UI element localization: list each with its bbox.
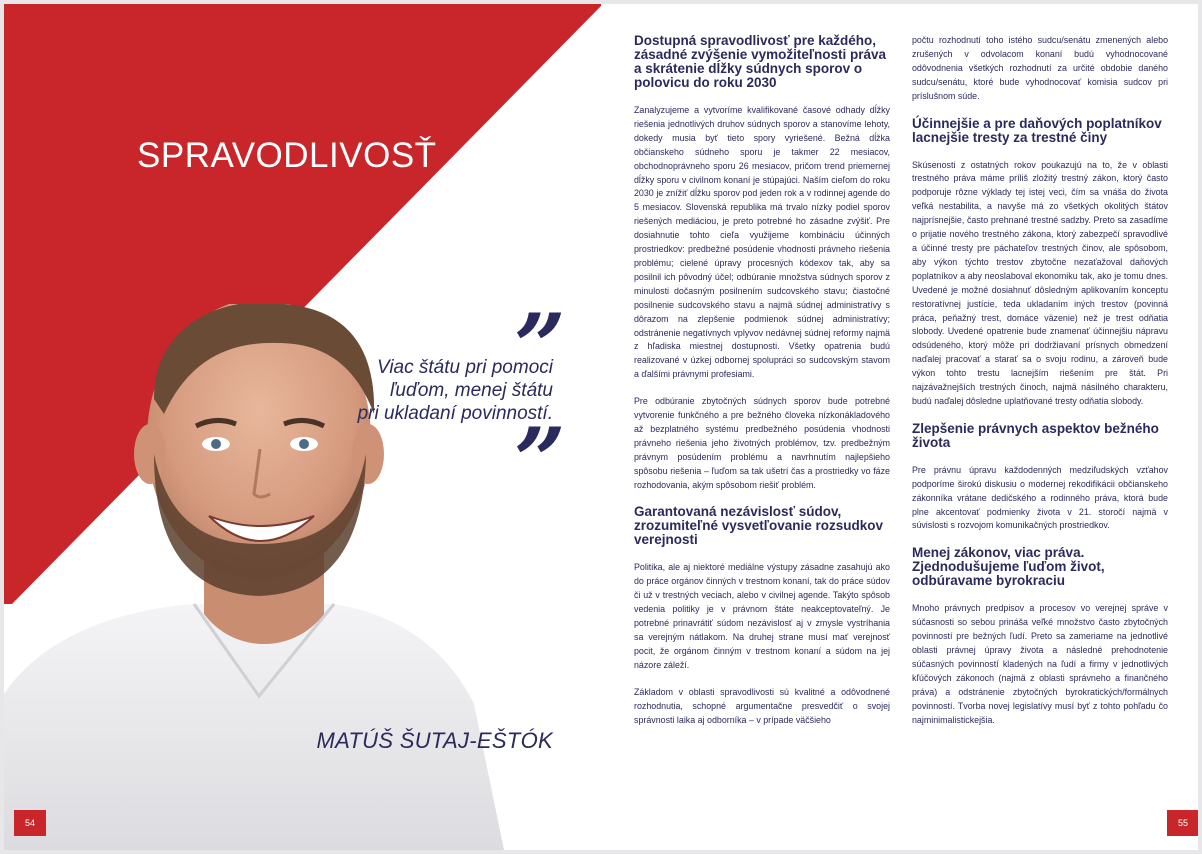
body-paragraph: Základom v oblasti spravodlivosti sú kvalitné a odôvodnené rozhodnutia, schopné argumentačne presvedčiť o svojej správnosti laika aj odborníka – v prípade väčšieho — [634, 686, 890, 725]
body-paragraph: Zanalyzujeme a vytvoríme kvalifikované časové odhady dĺžky riešenia jednotlivých druhov súdnych sporov a stanovíme lehoty, dokedy musia byť tieto spory vyriešené. Bežná dĺžka občianskeho súdneho sporu je takmer 22 mesiacov, obchodnoprávneho sporu 26 mesiacov, pričom trend priemernej dĺžky sporu v civilnom konaní je stúpajúci. Naším cieľom do roku 2030 je znížiť dĺžku sporov pod jeden rok a v rodinnej agende do 5 mesiacov. Slovenská republika má trvalo nízky podiel sporov riešených mediáciou, je preto potrebné ho zásadne zvýšiť. Pre dosiahnutie tohto cieľa využijeme kombináciu účinných prostriedkov: predbežné posúdenie vhodnosti právneho riešenia problému; cielené úpravy procesných kódexov tak, aby sa posilnil ich pôvodný účel; odbúranie množstva súdnych sporov z minulosti dočasným posilnením sudcovského stavu; čiastočné posilnenie sudcovského stavu a najmä súdnej administratívy s dôrazom na zlepšenie podmienok súdnej administratívy; odstránenie negatívnych vplyvov nedávnej súdnej reformy najmä z hľadiska miestnej dostupnosti. Všetky opatrenia budú realizované v úzkej odbornej spolupráci so sudcovským stavom a ďalšími právnymi profesiami. — [634, 105, 890, 380]
section-heading: Dostupná spravodlivosť pre každého, zásadné zvýšenie vymožiteľnosti práva a skrátenie dĺžky súdnych sporov o polovicu do roku 2030 — [634, 33, 887, 90]
author-name: MATÚŠ ŠUTAJ-EŠTÓK — [316, 728, 553, 753]
body-paragraph: Skúsenosti z ostatných rokov poukazujú na to, že v oblasti trestného práva máme príliš zložitý trestný zákon, ktorý často podporuje rôzne výklady tej istej veci, čím sa vnáša do života veľká nestabilita, a navyše má zo všetkých okolitých štátov najprísnejšie, často prehnané trestné sadzby. Preto sa zasadíme o prijatie nového trestného zákona, ktorý zabezpečí spravodlivé a účinné tresty pre páchateľov trestných činov, ale spôsobom, aby výkon týchto trestov zbytočne nezaťažoval daňových poplatníkov a aby neoslaboval ekonomiku tak, ako je tomu dnes. Uvedené je možné dosiahnuť dôsledným aplikovaním konceptu restoratívnej justície, teda ukladaním iných trestov (povinná práca, peňažný trest, domáce väzenie) než je trest odňatia slobody. Uvedené opatrenie bude znamenať účinnejšiu nápravu odsúdeného, ktorý môže pri dodržiavaní prísnych obmedzení naďalej pracovať a starať sa o svoju rodinu, a zároveň bude výkon tohto trestu lacnejším riešením pre štát. Pri najzávažnejších trestných činoch, najmä násilného charakteru, budú naďalej dôsledne uplatňované tresty odňatia slobody. — [912, 159, 1168, 406]
section-heading: Menej zákonov, viac práva. Zjednodušujeme ľuďom život, odbúravame byrokraciu — [912, 545, 1105, 589]
page-number-left: 54 — [14, 810, 46, 836]
body-paragraph: Mnoho právnych predpisov a procesov vo verejnej správe v súčasnosti so sebou prináša veľké množstvo často zbytočných povinností pre bežných ľudí. Preto sa zameriame na jednotlivé oblasti právnej úpravy života a následné prehodnotenie súčasných povinností kladených na ľudí a firmy v jednotlivých kľúčových zákonoch (najmä z oblasti správneho a finančného práva) a odstránenie zbytočných byrokratických/formálnych povinností. Tvorba novej legislatívy musí byť z tohto pohľadu čo najminimalistickejšia. — [912, 603, 1168, 725]
body-paragraph: Pre odbúranie zbytočných súdnych sporov bude potrebné vytvorenie funkčného a pre bežného človeka nízkonákladového až bezplatného systému predbežného posúdenia vhodnosti právneho riešenia jeho životných problémov, tzv. predbežným právnym posúdením problému a navrhnutím najlepšieho spôsobu riešenia – ľuďom sa tak ušetrí čas a prostriedky vo fáze rozhodovania, akým spôsobom riešiť problém. — [634, 396, 890, 490]
body-paragraph: Pre právnu úpravu každodenných medziľudských vzťahov podporíme širokú diskusiu o modernej rekodifikácii občianskeho zákonníka vrátane dedičského a rodinného práva, ktorá bude plne akcentovať podmienky života v 21. storočí najmä v súvislosti s rozvojom komunikačných prostriedkov. — [912, 464, 1168, 531]
chapter-title: SPRAVODLIVOSŤ — [137, 136, 437, 175]
text-column-2 — [912, 34, 1168, 741]
right-page — [601, 4, 1198, 850]
left-page — [4, 4, 601, 850]
text-column-1 — [634, 34, 890, 740]
body-paragraph: Politika, ale aj niektoré mediálne výstupy zásadne zasahujú ako do práce orgánov činných v trestnom konaní, tak do práce súdov či už v trestných veciach, alebo v civilnej agende. Takýto spôsob vedenia politiky je v právnom štáte neakceptovateľný. Je potrebné prinavrátiť súdom nezávislosť aj v zmysle vystríhania sa verejným nátlakom. Na druhej strane musí mať verejnosť pocit, že orgánom činným v trestnom konaní a súdom na jej názore záleží. — [634, 562, 890, 670]
pull-quote: Viac štátu pri pomoci ľuďom, menej štátu pri ukladaní povinností. — [357, 357, 553, 424]
body-paragraph: počtu rozhodnutí toho istého sudcu/senátu zmenených alebo zrušených v odvolacom konaní budú vyhodnocované odôvodnenia všetkých rozhodnutí za určité obdobie daného sudcu/senátu, ktoré bude vyhodnocovať komisia sudcov pri príslušnom súde. — [912, 35, 1168, 101]
page-number-right: 55 — [1167, 810, 1198, 836]
quote-open-mark: ” — [514, 294, 566, 400]
section-heading: Zlepšenie právnych aspektov bežného života — [912, 420, 1159, 450]
section-heading: Garantovaná nezávislosť súdov, zrozumiteľné vysvetľovanie rozsudkov verejnosti — [634, 504, 883, 548]
section-heading: Účinnejšie a pre daňových poplatníkov lacnejšie tresty za trestné činy — [912, 115, 1162, 145]
quote-close-mark: ” — [514, 408, 566, 514]
